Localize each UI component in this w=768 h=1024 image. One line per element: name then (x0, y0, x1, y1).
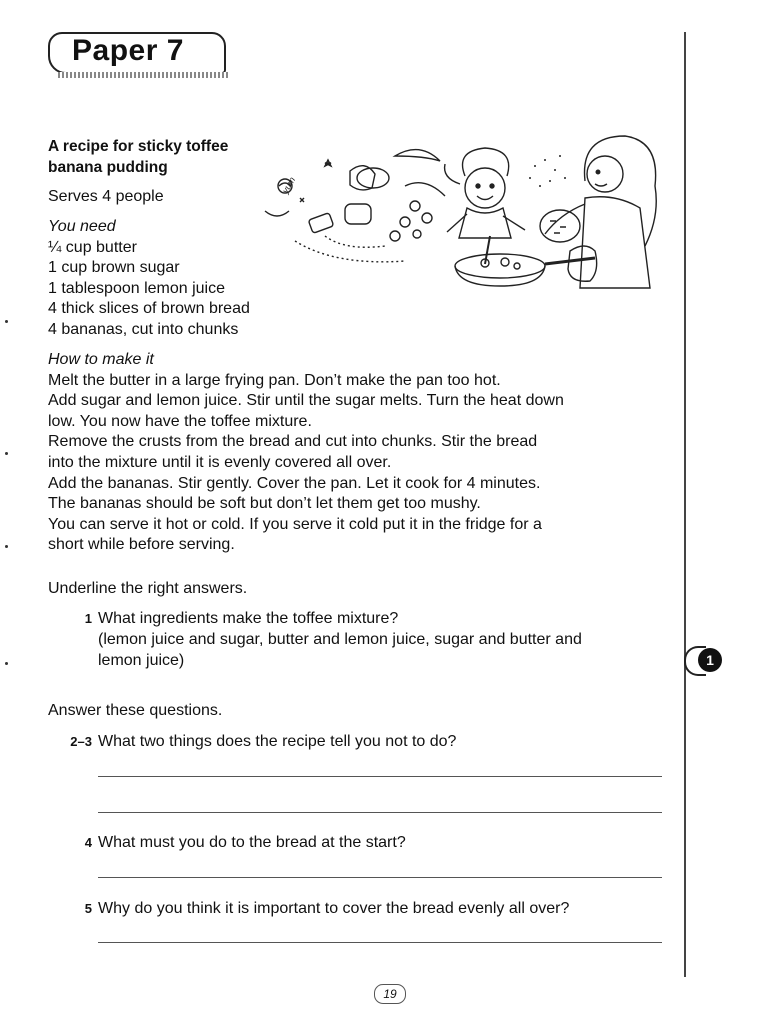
question-number: 4 (84, 835, 92, 850)
method-line: Remove the crusts from the bread and cut into chunks. Stir the bread (48, 433, 538, 451)
method-line: low. You now have the toffee mixture. (48, 412, 312, 430)
question-number: 2–3 (70, 734, 92, 749)
ingredient-item: 1 cup brown sugar (48, 259, 180, 277)
ingredient-item: 4 thick slices of brown bread (48, 300, 250, 318)
question-number: 1 (84, 611, 92, 626)
method-line: You can serve it hot or cold. If you serve it cold put it in the fridge for a (48, 515, 542, 533)
recipe-heading-line: banana pudding (48, 159, 168, 176)
scan-speck (5, 320, 8, 323)
mark-badge-q1 (684, 646, 736, 676)
girl-figure (445, 148, 525, 238)
answer-line[interactable] (98, 776, 662, 777)
question-4 (72, 832, 406, 853)
method-line: short while before serving. (48, 536, 235, 554)
ingredients-block (48, 217, 250, 341)
question-text: What ingredients make the toffee mixture? (98, 610, 399, 627)
page-title: Paper 7 (72, 34, 184, 67)
question-text: What two things does the recipe tell you not to do? (98, 733, 457, 750)
method-line: Add sugar and lemon juice. Stir until the sugar melts. Turn the heat down (48, 392, 564, 410)
recipe-heading (48, 136, 228, 178)
question-1-options[interactable] (98, 629, 582, 671)
steam-dots-icon (529, 155, 566, 187)
ingredient-item: 1 tablespoon lemon juice (48, 279, 226, 297)
method-block (48, 350, 564, 556)
flying-food-icon (265, 150, 445, 262)
margin-rule (684, 32, 686, 977)
method-line: Melt the butter in a large frying pan. Don’t make the pan too hot. (48, 371, 501, 389)
question-text: What must you do to the bread at the start? (98, 834, 406, 851)
method-line: Add the bananas. Stir gently. Cover the pan. Let it cook for 4 minutes. (48, 474, 541, 492)
mark-circle: 1 (698, 648, 722, 672)
answer-options-line[interactable]: (lemon juice and sugar, butter and lemon juice, sugar and butter and (98, 631, 582, 648)
scan-speck (5, 545, 8, 548)
answer-line[interactable] (98, 942, 662, 943)
question-1 (72, 608, 398, 629)
method-line: The bananas should be soft but don’t let them get too mushy. (48, 495, 481, 513)
recipe-heading-line: A recipe for sticky toffee (48, 138, 229, 155)
ingredient-item: ¼ cup butter (48, 238, 137, 256)
question-number: 5 (84, 901, 92, 916)
scan-speck (5, 662, 8, 665)
page-number: 19 (374, 984, 406, 1004)
cooking-illustration (255, 126, 660, 291)
question-text: Why do you think it is important to cover the bread evenly all over? (98, 900, 570, 917)
how-label: How to make it (48, 351, 154, 368)
serves-text: Serves 4 people (48, 188, 164, 205)
underline-instruction: Underline the right answers. (48, 580, 248, 597)
answer-instruction: Answer these questions. (48, 702, 223, 719)
woman-figure (540, 136, 656, 288)
question-2-3 (58, 731, 456, 752)
ingredient-item: 4 bananas, cut into chunks (48, 320, 239, 338)
answer-line[interactable] (98, 877, 662, 878)
method-line: into the mixture until it is evenly covered all over. (48, 453, 392, 471)
yum-caption: yum (280, 175, 298, 195)
answer-options-line[interactable]: lemon juice) (98, 652, 185, 669)
answer-line[interactable] (98, 812, 662, 813)
question-5 (72, 898, 569, 919)
scan-speck (5, 452, 8, 455)
you-need-label: You need (48, 218, 116, 235)
